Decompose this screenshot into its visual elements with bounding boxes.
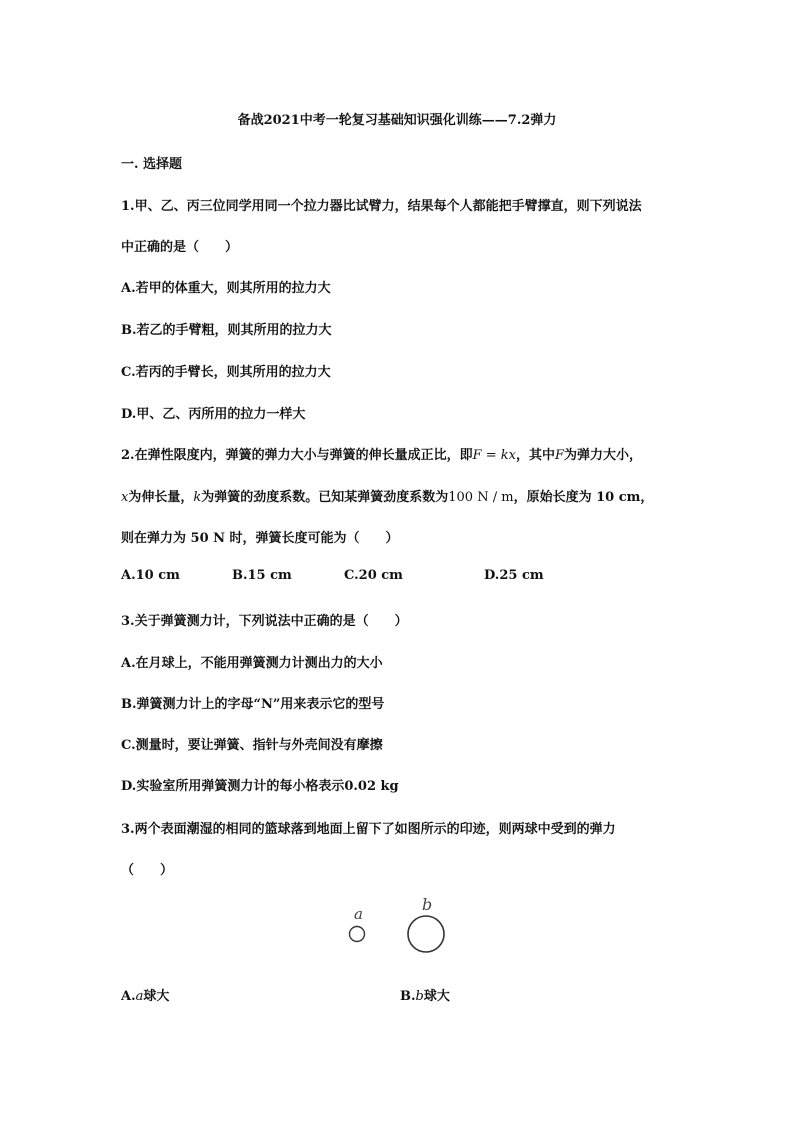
q2-stem-line3: 则在弹力为 50 N 时，弹簧长度可能为（ ） [121,531,399,546]
q3-stem: 3.关于弹簧测力计，下列说法中正确的是（ ） [121,614,408,629]
q4-option-a-var: a [135,989,144,1004]
q4-option-a-prefix: A. [121,989,136,1004]
q2-option-a: A.10 cm [121,568,180,583]
imprint-a-circle [350,927,365,942]
q3-option-a: A.在月球上，不能用弹簧测力计测出力的大小 [121,656,383,671]
q2-text: 为伸长量， [128,490,194,505]
imprint-diagram [340,893,460,973]
q1-option-a: A.若甲的体重大，则其所用的拉力大 [121,281,331,296]
q3-option-b: B.弹簧测力计上的字母“N”用来表示它的型号 [121,697,385,712]
q4-option-b-prefix: B. [400,989,416,1004]
q2-var-f: F [554,448,565,463]
imprint-b-circle [408,916,444,952]
q2-stiffness: 100 N / m [448,490,514,505]
q2-text: 为弹力大小， [564,448,643,463]
q4-option-b [400,985,450,1004]
q2-stem-line2 [121,486,653,505]
q4-option-b-text: 球大 [423,989,450,1004]
ball-imprint-figure [340,893,460,973]
q1-stem-line2: 中正确的是（ ） [121,240,239,255]
q2-option-c: C.20 cm [344,568,403,583]
page-title: 备战2021中考一轮复习基础知识强化训练——7.2弹力 [237,113,557,128]
q4-stem-line1: 3.两个表面潮湿的相同的篮球落到地面上留下了如图所示的印迹，则两球中受到的弹力 [121,822,616,837]
q2-var-k: k [193,490,202,505]
q1-stem-line1: 1.甲、乙、丙三位同学用同一个拉力器比试臂力，结果每个人都能把手臂撑直，则下列说法 [121,199,642,214]
figure-label-a: a [354,905,363,923]
q2-text: 为弹簧的劲度系数。已知某弹簧劲度系数为 [201,490,449,505]
section-heading: 一. 选择题 [121,157,183,172]
q2-var-x: x [121,490,129,505]
q4-option-a [121,985,169,1004]
q3-option-c: C.测量时，要让弹簧、指针与外壳间没有摩擦 [121,738,383,753]
q2-option-b: B.15 cm [232,568,292,583]
q1-option-d: D.甲、乙、丙所用的拉力一样大 [121,407,306,422]
q3-option-d: D.实验室所用弹簧测力计的每小格表示0.02 kg [121,779,399,794]
q4-option-a-text: 球大 [143,989,170,1004]
q4-option-b-var: b [415,989,424,1004]
q1-option-b: B.若乙的手臂粗，则其所用的拉力大 [121,323,332,338]
figure-label-b: b [422,895,433,914]
q2-text: 2.在弹性限度内，弹簧的弹力大小与弹簧的伸长量成正比，即 [121,448,473,463]
q2-option-d: D.25 cm [484,568,544,583]
q1-option-c: C.若丙的手臂长，则其所用的拉力大 [121,365,331,380]
q4-stem-line2: （ ） [121,863,174,878]
q2-formula: F = kx [472,448,516,463]
q2-text: ，其中 [515,448,555,463]
q2-text: ，原始长度为 10 cm， [513,490,654,505]
q2-stem-line1 [121,444,642,463]
